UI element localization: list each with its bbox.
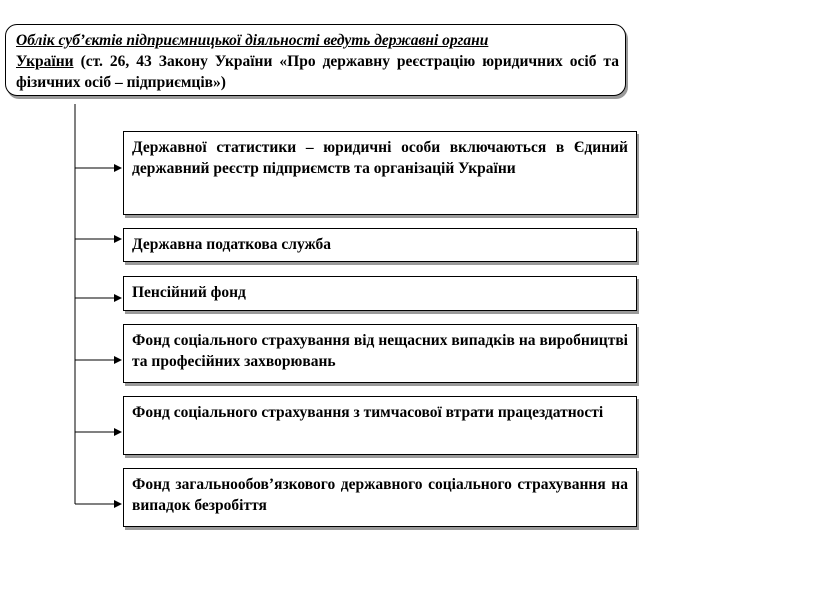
root-node <box>5 24 626 96</box>
node-label: Фонд соціального страхування від нещасних випадків на виробництві та професійних захворювань <box>132 332 628 370</box>
node-label: Фонд соціального страхування з тимчасової втрати працездатності <box>132 404 604 421</box>
node-state-tax-service <box>123 228 637 262</box>
node-accident-insurance-fund <box>123 324 637 383</box>
node-label: Фонд загальнообов’язкового державного соціального страхування на випадок безробіття <box>132 476 628 514</box>
node-pension-fund <box>123 276 637 311</box>
node-state-statistics <box>123 131 637 215</box>
node-temporary-disability-fund <box>123 396 637 455</box>
node-label: Державна податкова служба <box>132 236 332 253</box>
root-rest-text: (ст. 26, 43 Закону України «Про державну реєстрацію юридичних осіб та фізичних осіб – підприємців») <box>16 53 619 91</box>
node-unemployment-insurance-fund <box>123 468 637 527</box>
root-lead-underlined: України <box>16 53 74 70</box>
node-label: Державної статистики – юридичні особи включаються в Єдиний державний реєстр підприємств та організацій України <box>132 139 628 177</box>
node-label: Пенсійний фонд <box>132 284 246 301</box>
root-lead-text: Облік суб’єктів підприємницької діяльності ведуть державні органи <box>16 32 489 49</box>
